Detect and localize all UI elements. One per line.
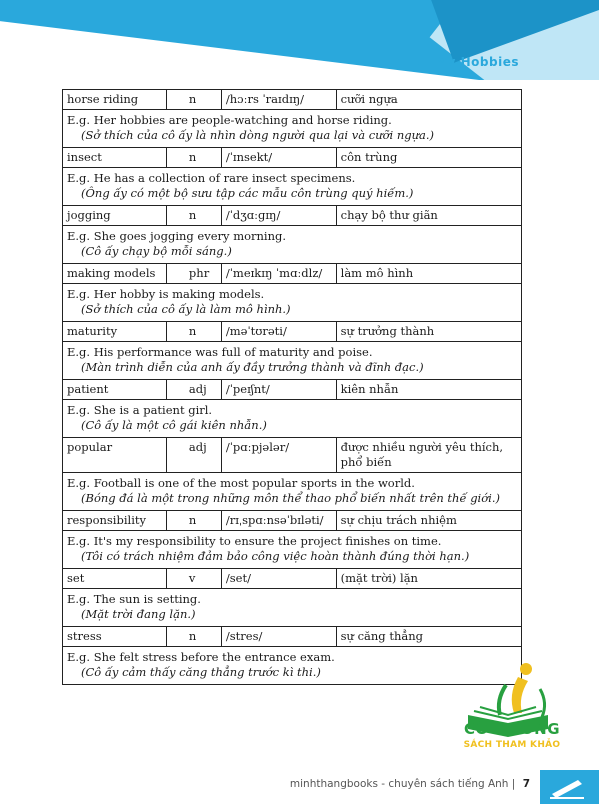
vocab-row <box>63 322 522 342</box>
vocabulary-table <box>62 89 522 685</box>
vocab-word: insect <box>63 148 167 168</box>
vocab-word: popular <box>63 438 167 473</box>
example-row <box>63 531 522 569</box>
example-cell <box>63 589 522 627</box>
example-cell <box>63 284 522 322</box>
example-cell <box>63 342 522 380</box>
footer-text: minhthangbooks - chuyên sách tiếng Anh | <box>289 778 516 790</box>
vocab-word: horse riding <box>63 90 167 110</box>
vocab-word: jogging <box>63 206 167 226</box>
vocab-pos: adj <box>166 380 221 400</box>
vocab-pos: n <box>166 322 221 342</box>
example-vietnamese: (Màn trình diễn của anh ấy đầy trưởng thành và đĩnh đạc.) <box>81 360 424 374</box>
vocab-row <box>63 148 522 168</box>
example-english: E.g. The sun is setting. <box>67 592 201 606</box>
vocab-meaning: (mặt trời) lặn <box>336 569 521 589</box>
vocab-pos: n <box>166 511 221 531</box>
vocab-row <box>63 627 522 647</box>
example-english: E.g. It's my responsibility to ensure the project finishes on time. <box>67 534 442 548</box>
vocab-ipa: /məˈtʊrəti/ <box>221 322 336 342</box>
example-cell <box>63 473 522 511</box>
vocab-word: patient <box>63 380 167 400</box>
logo-name: CÔ HƯƠNG <box>463 720 561 738</box>
example-cell <box>63 168 522 206</box>
vocab-row <box>63 264 522 284</box>
vocab-row <box>63 90 522 110</box>
page-footer <box>250 778 530 790</box>
vocab-pos: v <box>166 569 221 589</box>
example-row <box>63 226 522 264</box>
vocab-word: making models <box>63 264 167 284</box>
logo-tagline: SÁCH THAM KHẢO <box>463 740 561 750</box>
vocab-meaning: kiên nhẫn <box>336 380 521 400</box>
vocab-ipa: /ˈmeɪkɪŋ ˈmɑːdlz/ <box>221 264 336 284</box>
example-english: E.g. She is a patient girl. <box>67 403 213 417</box>
vocab-word: stress <box>63 627 167 647</box>
example-cell <box>63 110 522 148</box>
example-vietnamese: (Cô ấy là một cô gái kiên nhẫn.) <box>81 418 267 432</box>
vocab-row <box>63 438 522 473</box>
example-english: E.g. She goes jogging every morning. <box>67 229 287 243</box>
vocab-row <box>63 206 522 226</box>
vocab-ipa: /rɪˌspɑːnsəˈbɪləti/ <box>221 511 336 531</box>
vocab-meaning: côn trùng <box>336 148 521 168</box>
vocab-row <box>63 569 522 589</box>
vocab-pos: n <box>166 627 221 647</box>
vocab-pos: adj <box>166 438 221 473</box>
example-row <box>63 589 522 627</box>
example-row <box>63 168 522 206</box>
vocab-ipa: /stres/ <box>221 627 336 647</box>
vocab-word: set <box>63 569 167 589</box>
vocab-meaning: được nhiều người yêu thích, phổ biến <box>336 438 521 473</box>
example-vietnamese: (Ông ấy có một bộ sưu tập các mẫu côn trùng quý hiếm.) <box>81 186 414 200</box>
vocab-ipa: /ˈɪnsekt/ <box>221 148 336 168</box>
example-row <box>63 284 522 322</box>
vocab-pos: n <box>166 90 221 110</box>
example-english: E.g. His performance was full of maturity and poise. <box>67 345 373 359</box>
unit-title: Unit 1. My Hobbies <box>381 55 519 69</box>
example-english: E.g. He has a collection of rare insect specimens. <box>67 171 356 185</box>
vocab-meaning: chạy bộ thư giãn <box>336 206 521 226</box>
example-vietnamese: (Cô ấy cảm thấy căng thẳng trước kì thi.) <box>81 665 321 679</box>
vocab-pos: n <box>166 206 221 226</box>
vocab-row <box>63 380 522 400</box>
example-vietnamese: (Cô ấy chạy bộ mỗi sáng.) <box>81 244 232 258</box>
vocab-meaning: sự căng thẳng <box>336 627 521 647</box>
vocab-pos: n <box>166 148 221 168</box>
pen-icon <box>548 774 588 800</box>
vocab-pos: phr <box>166 264 221 284</box>
vocab-row <box>63 511 522 531</box>
example-row <box>63 473 522 511</box>
example-cell <box>63 400 522 438</box>
vocab-ipa: /ˈdʒɑːɡɪŋ/ <box>221 206 336 226</box>
example-vietnamese: (Sở thích của cô ấy là làm mô hình.) <box>81 302 291 316</box>
example-row <box>63 342 522 380</box>
example-vietnamese: (Mặt trời đang lặn.) <box>81 607 196 621</box>
example-vietnamese: (Sở thích của cô ấy là nhìn dòng người qua lại và cưỡi ngựa.) <box>81 128 435 142</box>
example-cell <box>63 531 522 569</box>
example-row <box>63 110 522 148</box>
vocab-ipa: /hɔːrs ˈraɪdɪŋ/ <box>221 90 336 110</box>
example-vietnamese: (Bóng đá là một trong những môn thể thao phổ biến nhất trên thế giới.) <box>81 491 500 505</box>
vocab-ipa: /ˈpeɪʃnt/ <box>221 380 336 400</box>
vocab-meaning: làm mô hình <box>336 264 521 284</box>
vocab-word: maturity <box>63 322 167 342</box>
vocab-word: responsibility <box>63 511 167 531</box>
vocab-meaning: sự chịu trách nhiệm <box>336 511 521 531</box>
page-number: 7 <box>522 778 530 790</box>
vocab-ipa: /set/ <box>221 569 336 589</box>
example-english: E.g. Her hobbies are people-watching and horse riding. <box>67 113 392 127</box>
vocab-meaning: cưỡi ngựa <box>336 90 521 110</box>
example-vietnamese: (Tôi có trách nhiệm đảm bảo công việc hoàn thành đúng thời hạn.) <box>81 549 470 563</box>
example-english: E.g. Football is one of the most popular sports in the world. <box>67 476 415 490</box>
example-cell <box>63 226 522 264</box>
example-english: E.g. She felt stress before the entrance exam. <box>67 650 335 664</box>
example-english: E.g. Her hobby is making models. <box>67 287 265 301</box>
vocab-ipa: /ˈpɑːpjələr/ <box>221 438 336 473</box>
example-row <box>63 400 522 438</box>
vocab-meaning: sự trưởng thành <box>336 322 521 342</box>
